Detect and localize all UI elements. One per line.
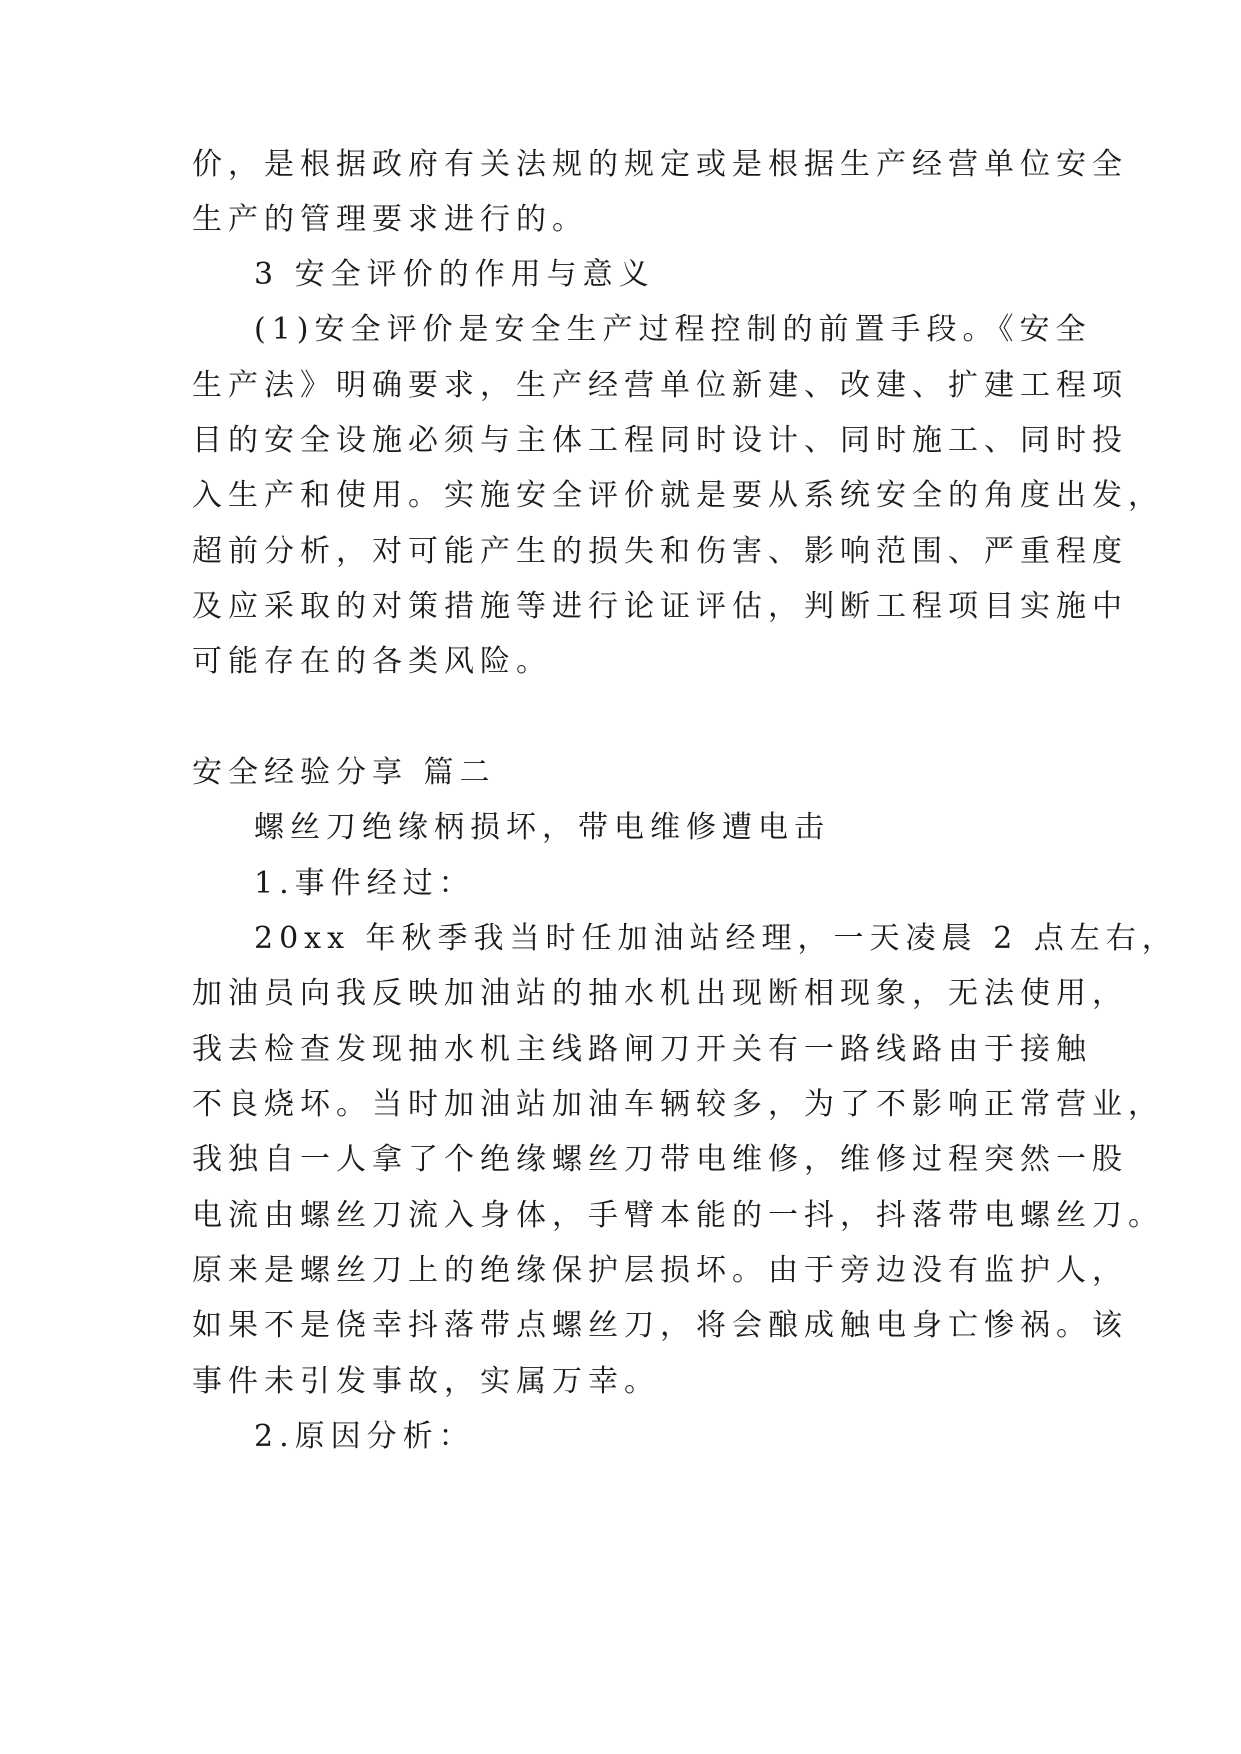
paragraph-line: 如果不是侥幸抖落带点螺丝刀，将会酿成触电身亡惨祸。该	[192, 1308, 1128, 1343]
paragraph-line: 生产法》明确要求，生产经营单位新建、改建、扩建工程项	[192, 368, 1128, 403]
paragraph-line: 超前分析，对可能产生的损失和伤害、影响范围、严重程度	[192, 534, 1128, 569]
paragraph-line: 可能存在的各类风险。	[192, 644, 552, 679]
paragraph-line: 不良烧坏。当时加油站加油车辆较多，为了不影响正常营业，	[192, 1087, 1164, 1122]
paragraph-line: (1)安全评价是安全生产过程控制的前置手段。《安全	[254, 312, 1092, 347]
paragraph-line: 及应采取的对策措施等进行论证评估，判断工程项目实施中	[192, 589, 1128, 624]
item-heading: 2.原因分析：	[254, 1419, 475, 1454]
paragraph-line: 电流由螺丝刀流入身体，手臂本能的一抖，抖落带电螺丝刀。	[192, 1198, 1164, 1233]
article-title: 安全经验分享 篇二	[192, 755, 496, 790]
paragraph-line: 目的安全设施必须与主体工程同时设计、同时施工、同时投	[192, 423, 1128, 458]
section-heading: 3 安全评价的作用与意义	[254, 257, 655, 292]
paragraph-line: 20xx 年秋季我当时任加油站经理，一天凌晨 2 点左右，	[254, 921, 1178, 956]
paragraph-line: 入生产和使用。实施安全评价就是要从系统安全的角度出发，	[192, 478, 1164, 513]
item-heading: 1.事件经过：	[254, 866, 475, 901]
paragraph-line: 事件未引发事故，实属万幸。	[192, 1364, 660, 1399]
paragraph-line: 我独自一人拿了个绝缘螺丝刀带电维修，维修过程突然一股	[192, 1142, 1128, 1177]
paragraph-line: 加油员向我反映加油站的抽水机出现断相现象，无法使用，	[192, 976, 1128, 1011]
paragraph-line: 我去检查发现抽水机主线路闸刀开关有一路线路由于接触	[192, 1032, 1092, 1067]
paragraph-line: 价，是根据政府有关法规的规定或是根据生产经营单位安全	[192, 147, 1128, 182]
paragraph-line: 生产的管理要求进行的。	[192, 202, 588, 237]
article-subtitle: 螺丝刀绝缘柄损坏，带电维修遭电击	[254, 810, 830, 845]
paragraph-line: 原来是螺丝刀上的绝缘保护层损坏。由于旁边没有监护人，	[192, 1253, 1128, 1288]
